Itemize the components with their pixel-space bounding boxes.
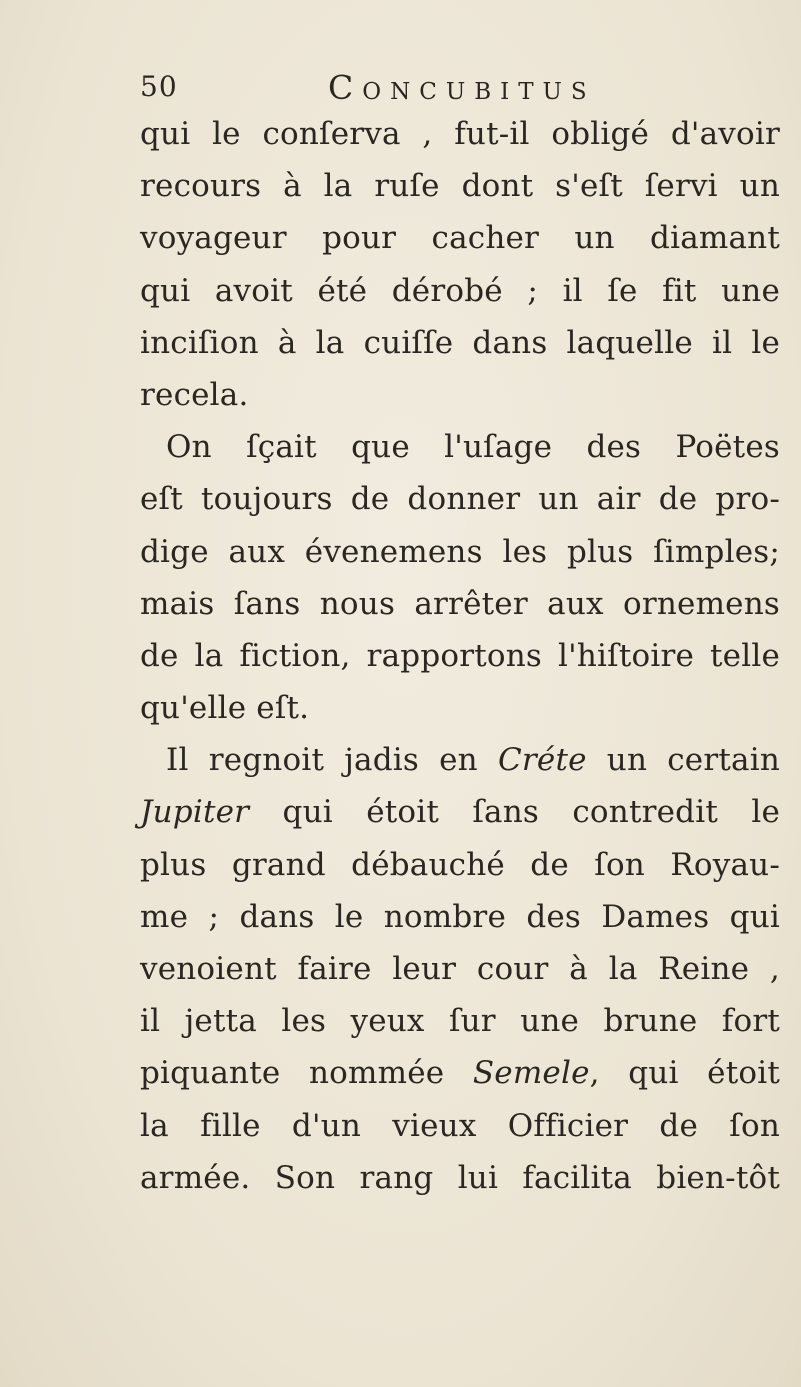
text-line [140,734,780,786]
text-segment: un certain [586,742,780,779]
text-line: inciſion à la cuiſſe dans laquelle il le [140,324,780,361]
text-line: recela. [140,376,249,413]
running-head: Concubitus [328,68,596,107]
text-line: qu'elle eſt. [140,690,310,727]
text-line: me ; dans le nombre des Dames qui [140,898,780,935]
text-segment: qui étoit ſans contredit le [249,794,780,831]
text-segment: piquante nommée [140,1055,473,1092]
text-line: qui le conſerva , fut-il obligé d'avoir [140,116,780,152]
text-line: On ſçait que l'uſage des Poëtes [166,429,780,466]
text-line: dige aux évenemens les plus ſimples; [140,533,780,570]
text-line [140,786,780,838]
italic-name: Créte [497,742,587,779]
text-segment: Il regnoit jadis en [166,742,498,779]
body-text [140,108,780,1204]
text-line: plus grand débauché de ſon Royau- [140,846,780,883]
italic-name: Semele [472,1055,590,1092]
text-line: il jetta les yeux ſur une brune fort [140,1003,780,1040]
text-line: armée. Son rang lui facilita bien-tôt [140,1159,780,1196]
text-line [140,1047,780,1099]
text-line: de la fiction, rapportons l'hiſtoire telle [140,637,780,674]
text-line: venoient faire leur cour à la Reine , [140,951,780,987]
text-line: eſt toujours de donner un air de pro- [140,481,780,518]
text-segment: , qui étoit [589,1055,780,1092]
text-line: la fille d'un vieux Officier de ſon [140,1107,780,1144]
text-line: recours à la ruſe dont s'eſt ſervi un [140,168,780,205]
text-line: qui avoit été dérobé ; il ſe fit une [140,272,780,309]
italic-name: Jupiter [140,794,250,831]
text-line: voyageur pour cacher un diamant [140,220,780,257]
page-number: 50 [140,70,178,103]
text-line: mais ſans nous arrêter aux ornemens [140,585,780,622]
